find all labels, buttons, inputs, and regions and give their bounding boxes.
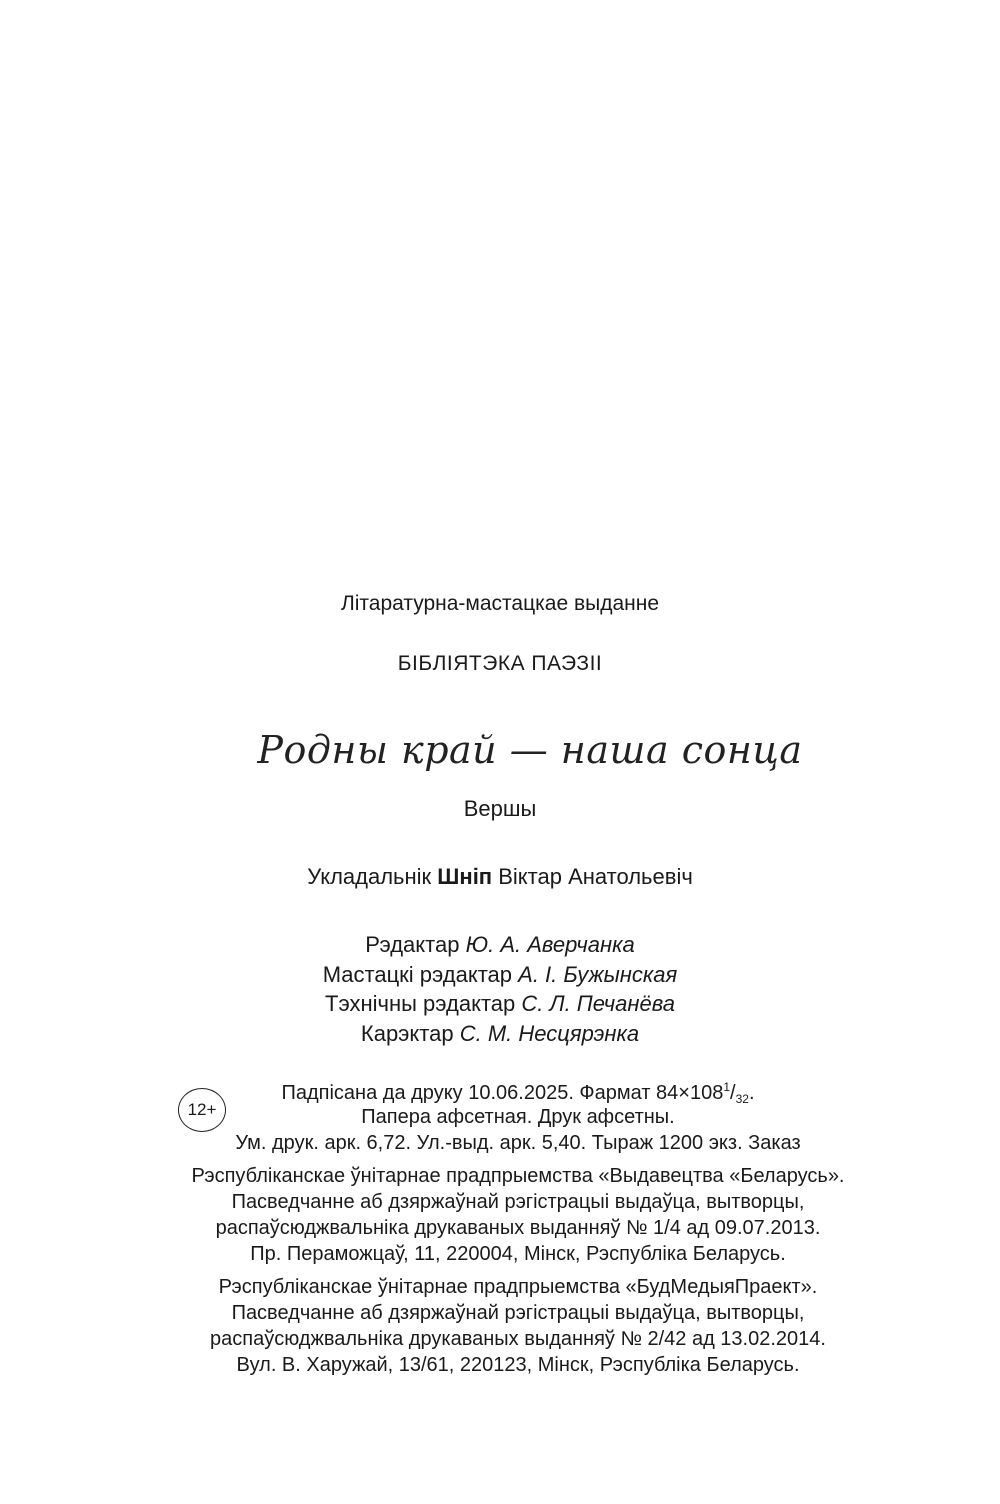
credit-editor	[0, 932, 1000, 958]
credit-proofreader	[0, 1021, 1000, 1047]
credit-role: Мастацкі рэдактар	[322, 962, 513, 987]
credit-person: С. М. Несцярэнка	[459, 1021, 640, 1046]
format-slash: /	[730, 1082, 736, 1104]
credit-role: Рэдактар	[365, 932, 460, 957]
credit-person: А. І. Бужынская	[518, 962, 678, 987]
compiler-name: Віктар Анатольевіч	[498, 864, 693, 889]
printer-line: распаўсюджвальніка друкаваных выданняў № 2/42 ад 13.02.2014.	[210, 1328, 826, 1350]
credit-role: Тэхнічны рэдактар	[325, 991, 516, 1016]
compiler-label: Укладальнік	[307, 864, 432, 889]
book-title: Родны край — наша сонца	[257, 728, 803, 772]
credit-tech-editor	[0, 991, 1000, 1017]
imprint-paper: Папера афсетная. Друк афсетны.	[361, 1106, 675, 1128]
credit-art-editor	[0, 962, 1000, 988]
imprint-signed-suffix: .	[748, 1082, 755, 1104]
printer-line: Пасведчанне аб дзяржаўнай рэгістрацыі выдаўца, вытворцы,	[231, 1302, 805, 1324]
publisher-line: распаўсюджвальніка друкаваных выданняў № 1/4 ад 09.07.2013.	[215, 1217, 821, 1239]
credit-person: С. Л. Печанёва	[521, 991, 675, 1016]
imprint-sheets: Ум. друк. арк. 6,72. Ул.-выд. арк. 5,40. Тыраж 1200 экз. Заказ	[235, 1132, 801, 1154]
credit-role: Карэктар	[360, 1021, 454, 1046]
publisher-line: Пасведчанне аб дзяржаўнай рэгістрацыі выдаўца, вытворцы,	[231, 1191, 805, 1213]
publisher-line: Пр. Пераможцаў, 11, 220004, Мінск, Рэспубліка Беларусь.	[250, 1243, 786, 1265]
publisher-line: Рэспубліканскае ўнітарнае прадпрыемства «Выдавецтва «Беларусь».	[191, 1165, 845, 1187]
compiler-line	[0, 864, 1000, 890]
edition-type: Літаратурна-мастацкае выданне	[340, 592, 660, 615]
book-subtitle: Вершы	[463, 796, 537, 821]
format-numerator: 1	[723, 1080, 731, 1094]
credit-person: Ю. А. Аверчанка	[465, 932, 635, 957]
series-name: БІБЛІЯТЭКА ПАЭЗІІ	[397, 652, 603, 675]
imprint-signed-line	[18, 1080, 1000, 1106]
imprint-signed-text: Падпісана да друку 10.06.2025. Фармат 84×108	[281, 1082, 724, 1104]
printer-line: Рэспубліканскае ўнітарнае прадпрыемства «БудМедыяПраект».	[218, 1276, 818, 1298]
format-denominator: 32	[735, 1092, 749, 1106]
age-rating-badge: 12+	[178, 1088, 226, 1132]
printer-line: Вул. В. Харужай, 13/61, 220123, Мінск, Рэспубліка Беларусь.	[236, 1354, 800, 1376]
compiler-surname: Шніп	[437, 864, 493, 889]
